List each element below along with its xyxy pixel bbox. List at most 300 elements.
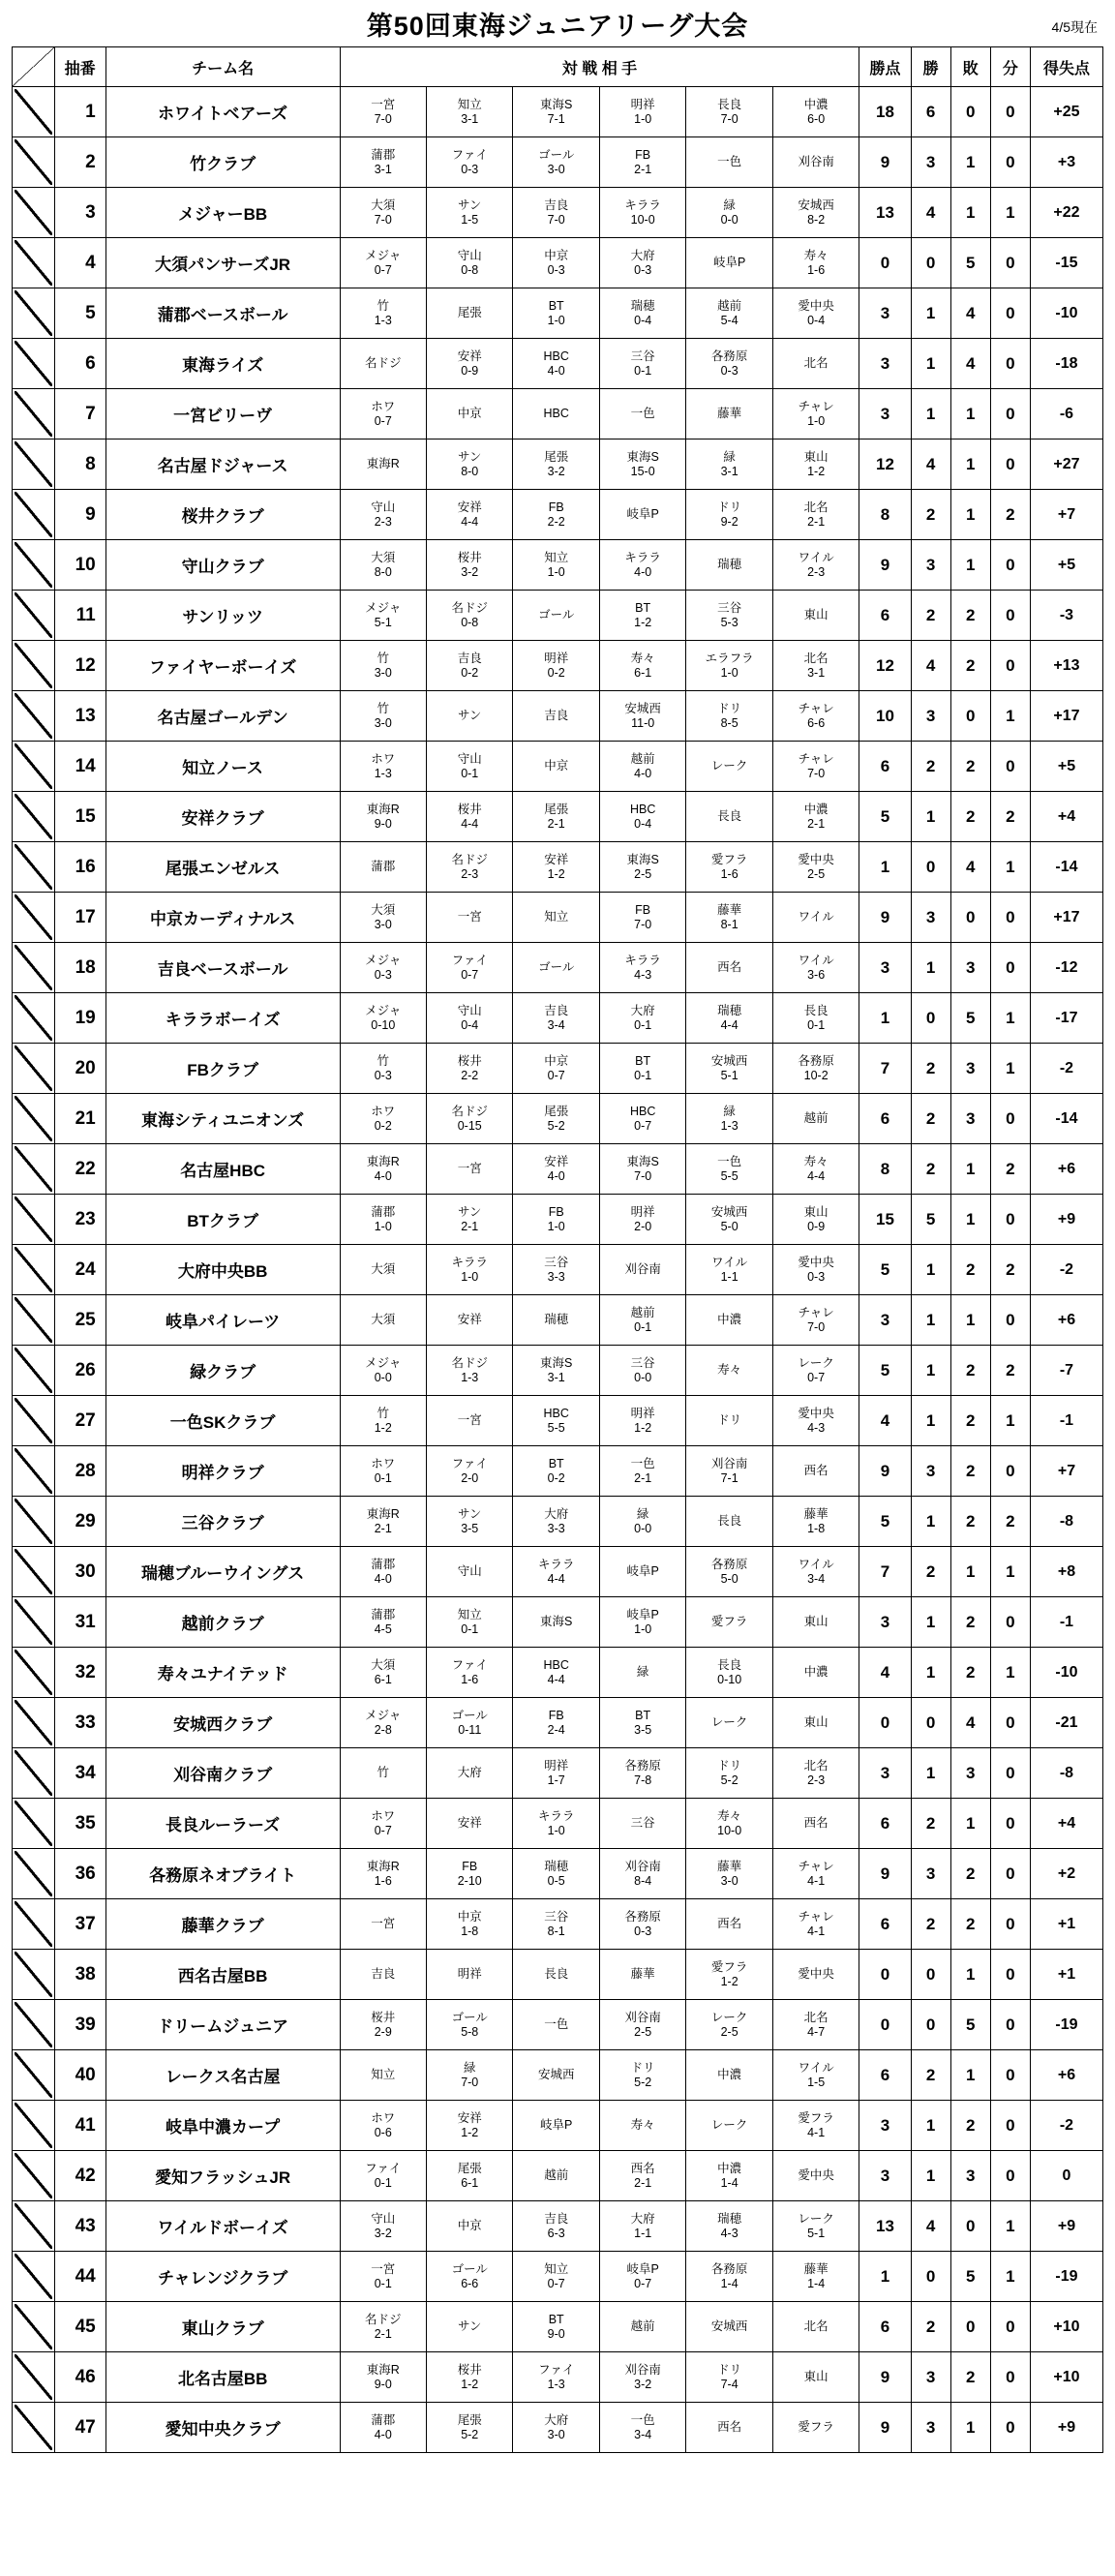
- opponent-cell: [772, 188, 859, 238]
- row-mark-cell: [13, 1547, 55, 1597]
- opponent-name: 蒲郡: [371, 1608, 396, 1622]
- points-value: 8: [859, 1144, 911, 1195]
- opponent-name: 安城西: [624, 702, 661, 716]
- points-value: 3: [859, 339, 911, 389]
- opponent-name: 愛フラ: [798, 2420, 834, 2435]
- opponent-cell: [340, 490, 426, 540]
- opponent-name: ワイル: [798, 954, 834, 968]
- opponent-name: 守山: [457, 249, 482, 263]
- opponent-score: 0-10: [371, 1017, 396, 1032]
- points-value: 4: [859, 1396, 911, 1446]
- opponent-name: 大府: [630, 1004, 655, 1018]
- opponent-name: 藤華: [717, 407, 742, 421]
- opponent-name: ゴール: [538, 608, 575, 622]
- opponent-score: 5-5: [547, 1420, 565, 1435]
- win-value: 2: [911, 2302, 950, 2352]
- table-row: [13, 1346, 1103, 1396]
- row-number: 8: [54, 439, 105, 490]
- opponent-name: 愛中央: [798, 1407, 834, 1421]
- opponent-score: 1-2: [634, 1420, 652, 1435]
- opponent-name: 知立: [371, 2068, 396, 2082]
- opponent-name: BT: [548, 299, 564, 314]
- opponent-cell: [686, 2403, 772, 2453]
- goal-difference: +8: [1030, 1547, 1102, 1597]
- opponent-name: 緑: [723, 198, 736, 213]
- opponent-name: 各務原: [624, 1910, 661, 1924]
- opponent-cell: [427, 993, 513, 1044]
- opponent-score: 7-0: [547, 212, 565, 227]
- opponent-name: 東海S: [626, 450, 659, 465]
- opponent-cell: [772, 1547, 859, 1597]
- opponent-name: 寿々: [717, 1363, 742, 1378]
- opponent-name: 中濃: [717, 2068, 742, 2082]
- row-number: 38: [54, 1950, 105, 2000]
- opponent-score: 1-2: [461, 2125, 479, 2139]
- draw-value: 0: [990, 943, 1030, 993]
- opponent-name: サン: [458, 709, 482, 723]
- draw-value: 0: [990, 238, 1030, 288]
- goal-difference: -1: [1030, 1597, 1102, 1648]
- opponent-cell: [340, 2302, 426, 2352]
- lose-value: 2: [950, 1597, 990, 1648]
- opponent-score: 8-0: [461, 464, 479, 478]
- points-value: 5: [859, 1497, 911, 1547]
- team-name: チャレンジクラブ: [105, 2252, 340, 2302]
- opponent-name: 北名: [803, 2319, 829, 2334]
- opponent-cell: [427, 188, 513, 238]
- points-value: 1: [859, 2252, 911, 2302]
- team-name: 刈谷南クラブ: [105, 1748, 340, 1799]
- header-lose: 敗: [950, 47, 990, 87]
- opponent-cell: [686, 1144, 772, 1195]
- opponent-score: 3-1: [374, 162, 392, 176]
- opponent-cell: [340, 1950, 426, 2000]
- opponent-cell: [772, 1648, 859, 1698]
- table-row: [13, 540, 1103, 591]
- opponent-score: 1-0: [807, 413, 826, 428]
- opponent-name: ワイル: [798, 910, 834, 924]
- opponent-cell: [513, 1950, 599, 2000]
- row-mark-cell: [13, 1950, 55, 2000]
- opponent-cell: [427, 691, 513, 742]
- win-value: 0: [911, 993, 950, 1044]
- opponent-score: 3-2: [374, 2226, 392, 2240]
- opponent-score: 0-7: [374, 413, 392, 428]
- page-title: 第50回東海ジュニアリーグ大会: [366, 12, 749, 41]
- opponent-cell: [686, 1950, 772, 2000]
- opponent-score: 7-0: [634, 917, 652, 931]
- opponent-score: 3-2: [634, 2377, 652, 2391]
- opponent-name: 桜井: [457, 551, 482, 565]
- opponent-name: 長良: [717, 1514, 742, 1529]
- opponent-name: チャレ: [798, 752, 834, 767]
- opponent-cell: [427, 2252, 513, 2302]
- opponent-name: 緑: [636, 1665, 649, 1680]
- opponent-score: 6-3: [547, 2226, 565, 2240]
- team-name: 緑クラブ: [105, 1346, 340, 1396]
- opponent-score: 2-1: [547, 816, 565, 831]
- opponent-name: 北名: [803, 356, 829, 371]
- opponent-cell: [427, 1799, 513, 1849]
- row-mark-cell: [13, 893, 55, 943]
- lose-value: 5: [950, 2252, 990, 2302]
- opponent-cell: [427, 641, 513, 691]
- opponent-name: レーク: [710, 2118, 748, 2133]
- opponent-score: 0-0: [634, 1370, 652, 1384]
- opponent-score: 0-0: [634, 1521, 652, 1535]
- opponent-name: 中京: [457, 2219, 482, 2233]
- win-value: 0: [911, 238, 950, 288]
- opponent-name: 知立: [544, 2262, 569, 2277]
- opponent-score: 2-5: [634, 866, 652, 881]
- row-number: 19: [54, 993, 105, 1044]
- opponent-cell: [340, 137, 426, 188]
- opponent-name: 尾張: [544, 450, 569, 465]
- draw-value: 0: [990, 389, 1030, 439]
- row-number: 33: [54, 1698, 105, 1748]
- goal-difference: +10: [1030, 2352, 1102, 2403]
- opponent-cell: [686, 993, 772, 1044]
- opponent-cell: [340, 1044, 426, 1094]
- goal-difference: +7: [1030, 490, 1102, 540]
- win-value: 3: [911, 691, 950, 742]
- opponent-cell: [599, 1295, 685, 1346]
- opponent-score: 5-8: [461, 2024, 479, 2039]
- opponent-score: 0-1: [461, 1621, 479, 1636]
- opponent-cell: [686, 2252, 772, 2302]
- opponent-cell: [686, 691, 772, 742]
- opponent-name: 寿々: [803, 1155, 829, 1169]
- table-row: [13, 2000, 1103, 2050]
- opponent-name: 西名: [717, 960, 742, 975]
- opponent-name: 竹: [377, 652, 390, 666]
- opponent-name: 中京: [457, 407, 482, 421]
- opponent-name: ファイ: [365, 2162, 402, 2176]
- opponent-cell: [513, 2201, 599, 2252]
- opponent-score: 3-3: [547, 1521, 565, 1535]
- team-name: メジャーBB: [105, 188, 340, 238]
- win-value: 1: [911, 1245, 950, 1295]
- opponent-cell: [513, 2252, 599, 2302]
- lose-value: 2: [950, 1245, 990, 1295]
- opponent-cell: [599, 2352, 685, 2403]
- opponent-score: 3-1: [720, 464, 738, 478]
- lose-value: 0: [950, 87, 990, 137]
- points-value: 5: [859, 1245, 911, 1295]
- points-value: 0: [859, 1950, 911, 2000]
- opponent-cell: [427, 1547, 513, 1597]
- opponent-score: 2-10: [457, 1873, 482, 1888]
- opponent-name: 名ドジ: [451, 1105, 488, 1119]
- row-number: 21: [54, 1094, 105, 1144]
- opponent-name: BT: [635, 1709, 651, 1723]
- opponent-cell: [513, 288, 599, 339]
- opponent-cell: [686, 2000, 772, 2050]
- opponent-cell: [513, 2050, 599, 2101]
- table-row: [13, 1547, 1103, 1597]
- win-value: 1: [911, 339, 950, 389]
- opponent-name: 大須: [371, 903, 396, 918]
- lose-value: 1: [950, 1950, 990, 2000]
- opponent-name: 蒲郡: [371, 860, 396, 874]
- opponent-cell: [340, 2201, 426, 2252]
- opponent-name: サン: [458, 1507, 482, 1522]
- points-value: 18: [859, 87, 911, 137]
- row-mark-cell: [13, 1346, 55, 1396]
- opponent-cell: [340, 641, 426, 691]
- opponent-score: 6-1: [461, 2175, 479, 2190]
- opponent-cell: [427, 842, 513, 893]
- table-row: [13, 1648, 1103, 1698]
- opponent-name: 安城西: [710, 1054, 748, 1069]
- goal-difference: +3: [1030, 137, 1102, 188]
- opponent-score: 4-4: [547, 1571, 565, 1586]
- row-number: 20: [54, 1044, 105, 1094]
- lose-value: 5: [950, 238, 990, 288]
- opponent-name: 刈谷南: [710, 1457, 748, 1471]
- opponent-cell: [513, 1597, 599, 1648]
- table-row: [13, 188, 1103, 238]
- opponent-score: 5-0: [720, 1571, 738, 1586]
- opponent-name: 名ドジ: [451, 1356, 488, 1371]
- opponent-name: 一色: [630, 1457, 655, 1471]
- win-value: 2: [911, 1144, 950, 1195]
- opponent-cell: [686, 2352, 772, 2403]
- opponent-score: 2-1: [374, 2326, 392, 2341]
- row-number: 2: [54, 137, 105, 188]
- table-row: [13, 2302, 1103, 2352]
- opponent-cell: [772, 2252, 859, 2302]
- opponent-cell: [599, 1195, 685, 1245]
- opponent-cell: [340, 1144, 426, 1195]
- points-value: 6: [859, 1094, 911, 1144]
- draw-value: 0: [990, 288, 1030, 339]
- team-name: 東海シティユニオンズ: [105, 1094, 340, 1144]
- opponent-score: 0-3: [807, 1269, 826, 1284]
- opponent-cell: [686, 1547, 772, 1597]
- opponent-name: 安祥: [457, 2111, 482, 2126]
- opponent-score: 1-6: [807, 262, 826, 277]
- row-number: 1: [54, 87, 105, 137]
- row-mark-cell: [13, 1849, 55, 1899]
- goal-difference: -17: [1030, 993, 1102, 1044]
- opponent-cell: [513, 1446, 599, 1497]
- opponent-name: 瑞穂: [544, 1313, 569, 1327]
- opponent-cell: [599, 2050, 685, 2101]
- opponent-cell: [599, 87, 685, 137]
- opponent-cell: [513, 540, 599, 591]
- opponent-score: 1-2: [461, 2377, 479, 2391]
- win-value: 4: [911, 2201, 950, 2252]
- opponent-name: 西名: [803, 1464, 829, 1478]
- draw-value: 2: [990, 1144, 1030, 1195]
- opponent-name: 吉良: [457, 652, 482, 666]
- opponent-cell: [772, 1094, 859, 1144]
- opponent-cell: [599, 2252, 685, 2302]
- draw-value: 0: [990, 1446, 1030, 1497]
- lose-value: 1: [950, 1547, 990, 1597]
- opponent-cell: [340, 2352, 426, 2403]
- opponent-name: 愛フラ: [710, 1615, 748, 1629]
- draw-value: 0: [990, 2000, 1030, 2050]
- opponent-cell: [599, 188, 685, 238]
- opponent-cell: [686, 1648, 772, 1698]
- opponent-score: 7-1: [720, 1470, 738, 1485]
- win-value: 2: [911, 1799, 950, 1849]
- opponent-score: 2-2: [461, 1068, 479, 1082]
- opponent-score: 3-3: [547, 1269, 565, 1284]
- row-mark-cell: [13, 1245, 55, 1295]
- row-mark-cell: [13, 288, 55, 339]
- opponent-cell: [772, 1195, 859, 1245]
- opponent-score: 6-0: [807, 111, 826, 126]
- opponent-cell: [513, 893, 599, 943]
- opponent-name: レーク: [710, 1715, 748, 1730]
- opponent-score: 7-0: [634, 1168, 652, 1183]
- opponent-name: 長良: [717, 1658, 742, 1673]
- opponent-name: 安城西: [798, 198, 834, 213]
- win-value: 1: [911, 1597, 950, 1648]
- points-value: 3: [859, 2101, 911, 2151]
- opponent-cell: [599, 1547, 685, 1597]
- win-value: 0: [911, 2000, 950, 2050]
- row-mark-cell: [13, 2403, 55, 2453]
- opponent-score: 3-1: [547, 1370, 565, 1384]
- opponent-name: ゴール: [451, 2011, 488, 2025]
- row-mark-cell: [13, 2201, 55, 2252]
- row-number: 45: [54, 2302, 105, 2352]
- team-name: 吉良ベースボール: [105, 943, 340, 993]
- team-name: 一宮ビリーヴ: [105, 389, 340, 439]
- opponent-score: 0-1: [634, 1017, 652, 1032]
- opponent-cell: [513, 993, 599, 1044]
- row-number: 10: [54, 540, 105, 591]
- draw-value: 0: [990, 1748, 1030, 1799]
- opponent-name: キララ: [451, 1256, 488, 1270]
- points-value: 4: [859, 1648, 911, 1698]
- opponent-score: 0-7: [461, 967, 479, 982]
- opponent-score: 1-5: [461, 212, 479, 227]
- opponent-name: 東山: [803, 608, 829, 622]
- opponent-name: 長良: [803, 1004, 829, 1018]
- opponent-cell: [686, 1295, 772, 1346]
- table-row: [13, 137, 1103, 188]
- opponent-cell: [599, 1346, 685, 1396]
- row-mark-cell: [13, 339, 55, 389]
- opponent-cell: [686, 1799, 772, 1849]
- opponent-name: 西名: [717, 1917, 742, 1931]
- row-mark-cell: [13, 2101, 55, 2151]
- opponent-score: 0-7: [374, 262, 392, 277]
- opponent-cell: [686, 1698, 772, 1748]
- points-value: 5: [859, 792, 911, 842]
- lose-value: 2: [950, 591, 990, 641]
- opponent-cell: [599, 1446, 685, 1497]
- opponent-cell: [340, 439, 426, 490]
- opponent-cell: [599, 1899, 685, 1950]
- opponent-cell: [427, 1497, 513, 1547]
- draw-value: 1: [990, 842, 1030, 893]
- opponent-cell: [599, 1044, 685, 1094]
- opponent-score: 0-5: [547, 1873, 565, 1888]
- opponent-name: 明祥: [457, 1967, 482, 1982]
- row-mark-cell: [13, 2352, 55, 2403]
- opponent-score: 9-2: [720, 514, 738, 529]
- table-row: [13, 2403, 1103, 2453]
- lose-value: 2: [950, 1849, 990, 1899]
- opponent-cell: [340, 1748, 426, 1799]
- header-gd: 得失点: [1030, 47, 1102, 87]
- table-row: [13, 842, 1103, 893]
- goal-difference: -15: [1030, 238, 1102, 288]
- opponent-score: 3-4: [547, 1017, 565, 1032]
- opponent-name: FB: [635, 903, 651, 918]
- opponent-name: 刈谷南: [624, 2011, 661, 2025]
- opponent-cell: [513, 2403, 599, 2453]
- opponent-cell: [340, 943, 426, 993]
- opponent-name: 愛中央: [798, 1256, 834, 1270]
- opponent-name: 大須: [371, 551, 396, 565]
- team-name: 竹クラブ: [105, 137, 340, 188]
- opponent-score: 0-2: [547, 1470, 565, 1485]
- opponent-name: 知立: [457, 1608, 482, 1622]
- opponent-cell: [686, 641, 772, 691]
- opponent-score: 0-7: [374, 1823, 392, 1837]
- opponent-name: サン: [458, 2319, 482, 2334]
- table-row: [13, 1195, 1103, 1245]
- opponent-name: 安祥: [457, 1313, 482, 1327]
- draw-value: 0: [990, 591, 1030, 641]
- goal-difference: +10: [1030, 2302, 1102, 2352]
- opponent-cell: [513, 1899, 599, 1950]
- draw-value: 1: [990, 2252, 1030, 2302]
- opponent-cell: [427, 87, 513, 137]
- opponent-name: ドリ: [717, 2363, 742, 2378]
- opponent-score: 1-2: [634, 615, 652, 629]
- row-mark-cell: [13, 137, 55, 188]
- row-mark-cell: [13, 641, 55, 691]
- opponent-name: 緑: [723, 450, 736, 465]
- opponent-score: 2-1: [634, 162, 652, 176]
- opponent-name: 瑞穂: [544, 1860, 569, 1874]
- opponent-score: 2-1: [461, 1219, 479, 1233]
- win-value: 1: [911, 792, 950, 842]
- opponent-score: 5-5: [720, 1168, 738, 1183]
- row-mark-cell: [13, 943, 55, 993]
- opponent-score: 5-1: [720, 1068, 738, 1082]
- opponent-name: サン: [458, 1205, 482, 1220]
- opponent-cell: [772, 288, 859, 339]
- opponent-cell: [513, 691, 599, 742]
- opponent-score: 15-0: [630, 464, 655, 478]
- opponent-cell: [340, 2000, 426, 2050]
- opponent-name: 一宮: [457, 1413, 482, 1428]
- opponent-name: チャレ: [798, 1910, 834, 1924]
- opponent-cell: [599, 1597, 685, 1648]
- opponent-name: BT: [548, 2313, 564, 2327]
- goal-difference: -12: [1030, 943, 1102, 993]
- opponent-score: 4-0: [634, 766, 652, 780]
- row-number: 30: [54, 1547, 105, 1597]
- opponent-cell: [340, 288, 426, 339]
- row-number: 41: [54, 2101, 105, 2151]
- opponent-cell: [599, 2403, 685, 2453]
- opponent-cell: [772, 691, 859, 742]
- row-mark-cell: [13, 188, 55, 238]
- opponent-cell: [340, 1799, 426, 1849]
- win-value: 2: [911, 1094, 950, 1144]
- opponent-name: チャレ: [798, 1306, 834, 1320]
